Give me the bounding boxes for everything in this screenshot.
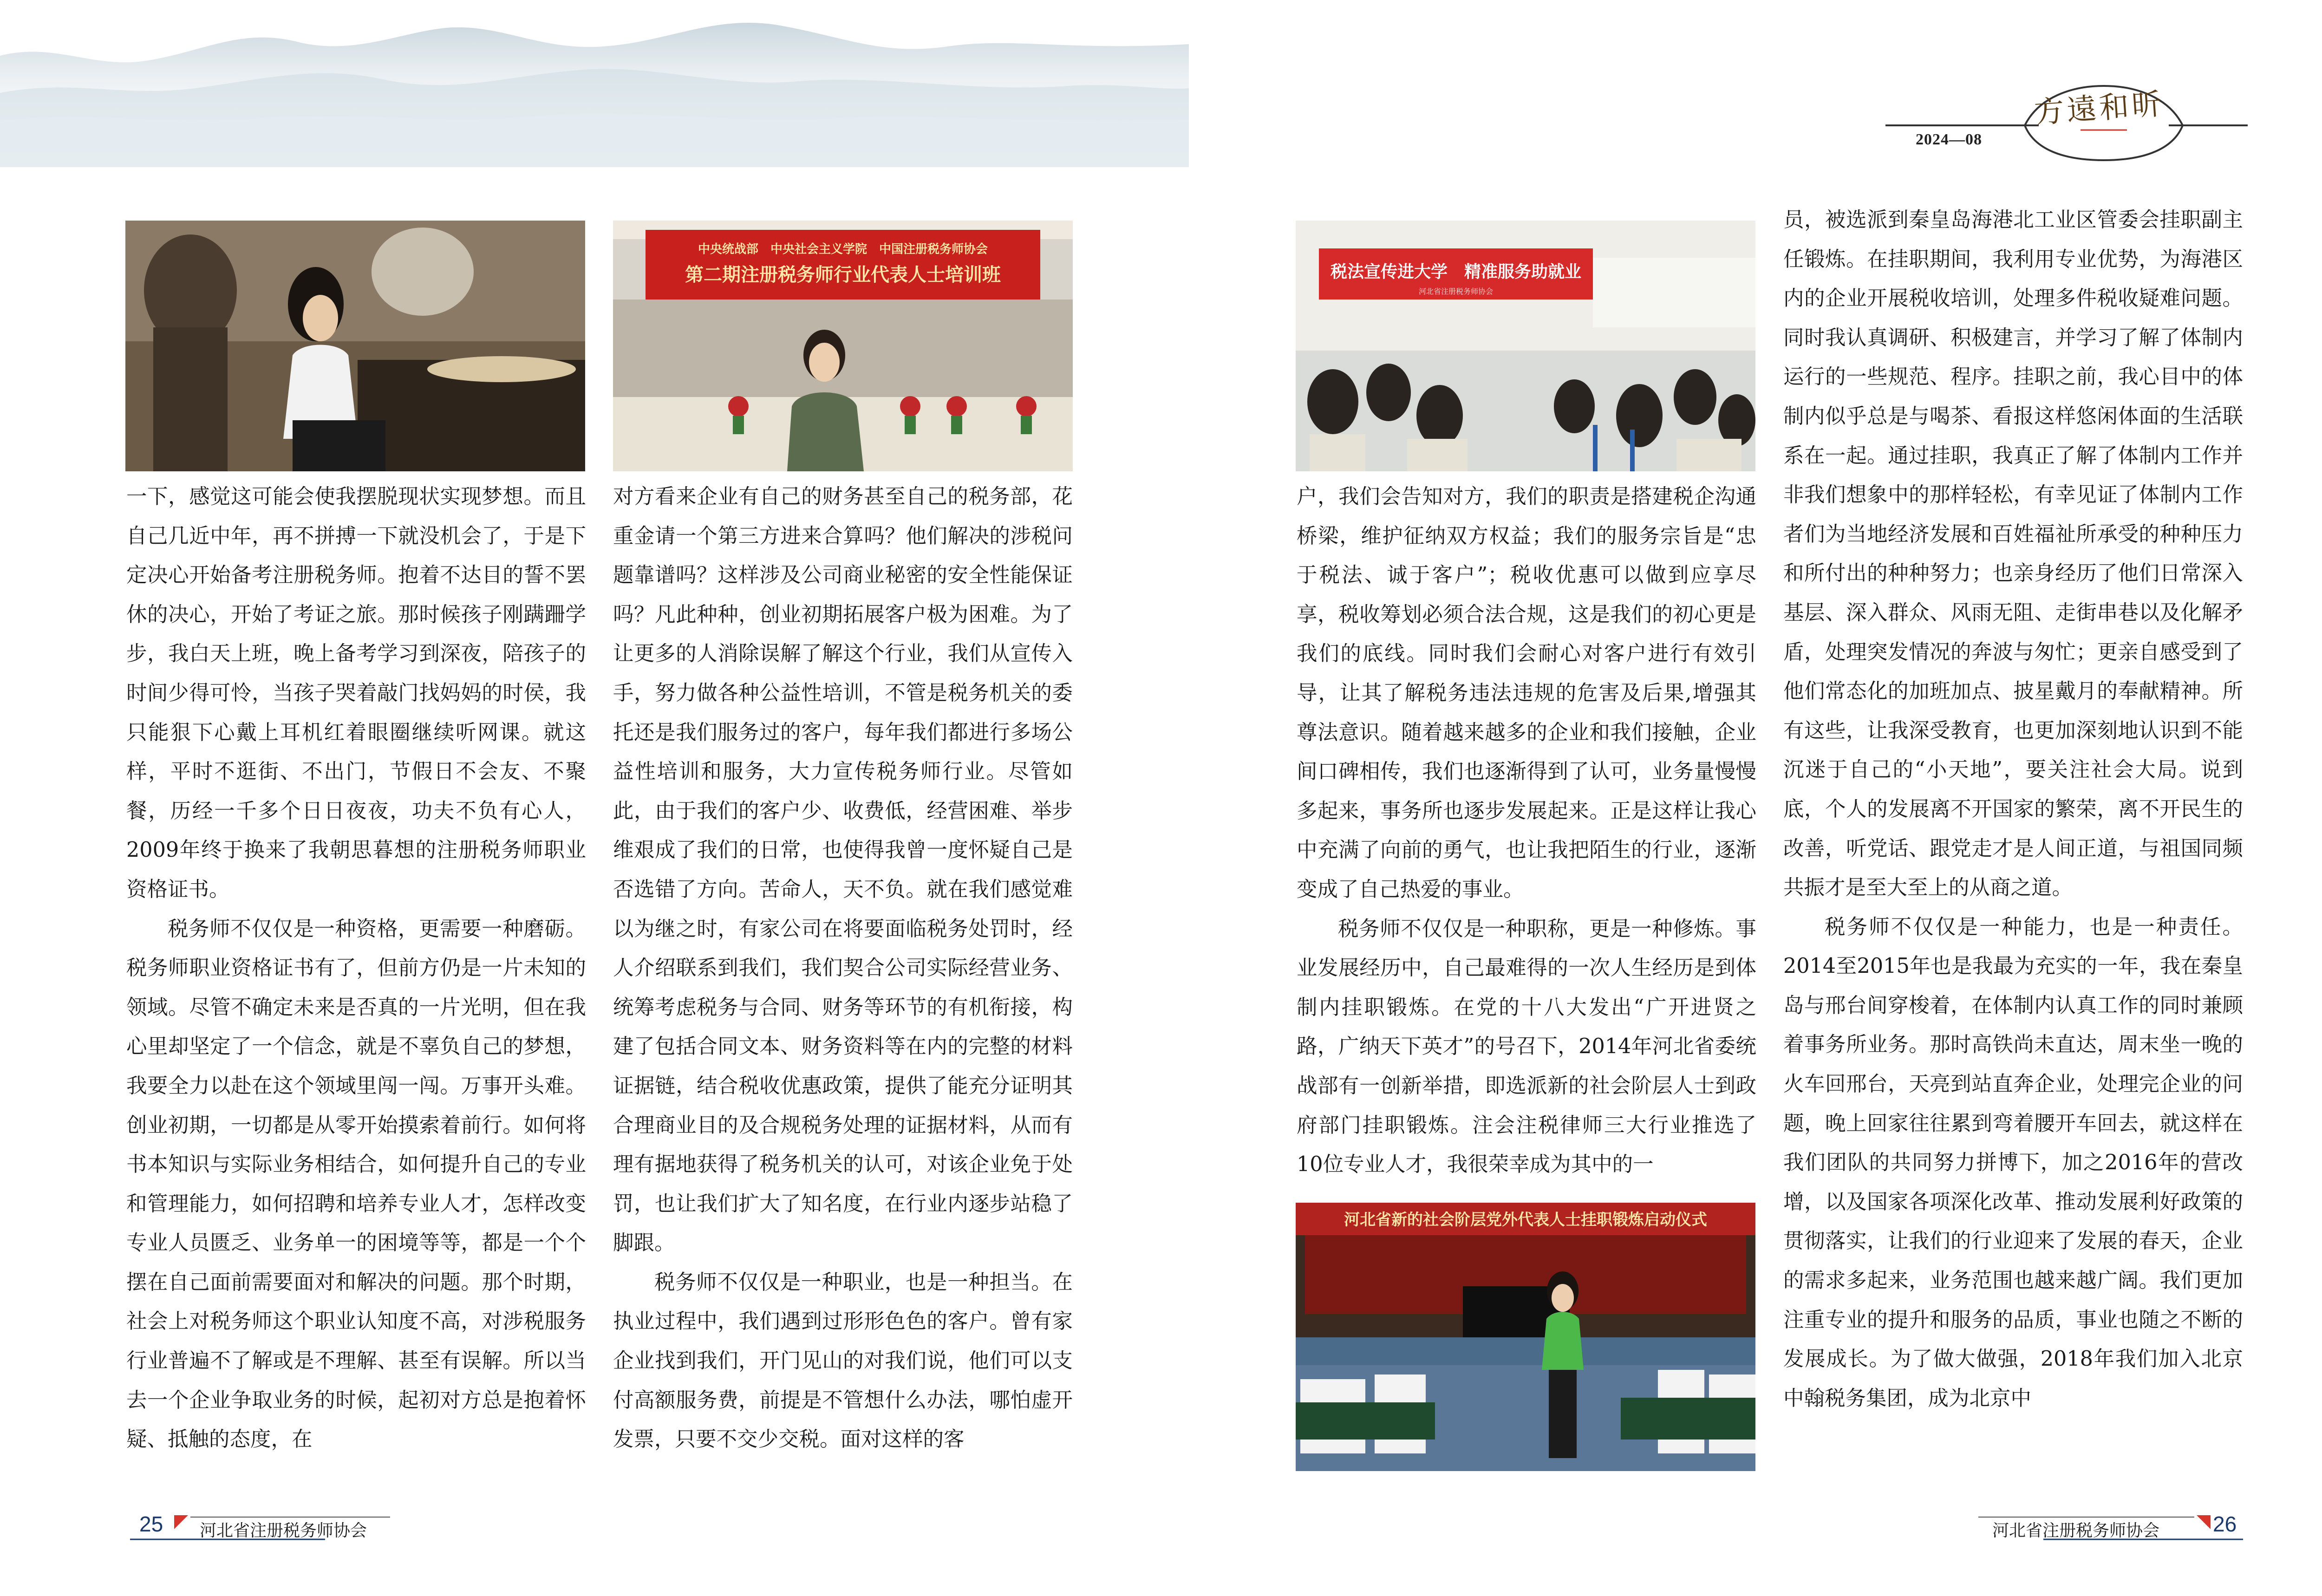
paragraph: 税务师不仅仅是一种职业，也是一种担当。在执业过程中，我们遇到过形形色色的客户。曾有家企业找到我们，开门见山的对我们说，他们可以支付高额服务费，前提是不管想什么办法，哪怕虚开发票，只要不交少交税。面对这样的客 xyxy=(613,1270,1073,1452)
banner-text-ceremony: 河北省新的社会阶层党外代表人士挂职锻炼启动仪式 xyxy=(1344,1211,1707,1229)
paragraph: 员，被选派到秦皇岛海港北工业区管委会挂职副主任锻炼。在挂职期间，我利用专业优势，为海港区内的企业开展税收培训，处理多件税收疑难问题。同时我认真调研、积极建言，并学习了解了体制内运行的一些规范、程序。挂职之前，我心目中的体制内似乎总是与喝茶、看报这样悠闲体面的生活联系在一起。通过挂职，我真正了解了体制内工作并非我们想象中的那样轻松，有幸见证了体制内工作者们为当地经济发展和百姓福祉所承受的种种压力和所付出的种种努力；也亲身经历了他们日常深入基层、深入群众、风雨无阻、走街串巷以及化解矛盾，处理突发情况的奔波与匆忙；更亲自感受到了他们常态化的加班加点、披星戴月的奉献精神。所有这些，让我深受教育，也更加深刻地认识到不能沉迷于自己的“小天地”，要关注社会大局。说到底，个人的发展离不开国家的繁荣，离不开民生的改善，听党话、跟党走才是人间正道，与祖国同频共振才是至大至上的从商之道。 xyxy=(1783,208,2243,900)
masthead-title: 方遠和昕 xyxy=(2033,87,2165,130)
paragraph: 税务师不仅仅是一种职称，更是一种修炼。事业发展经历中，自己最难得的一次人生经历是到体制内挂职锻炼。在党的十八大发出“广开进贤之路，广纳天下英才”的号召下，2014年河北省委统战部有一创新举措，即选派新的社会阶层人士到政府部门挂职锻炼。注会注税律师三大行业推选了10位专业人才，我很荣幸成为其中的一 xyxy=(1297,917,1756,1177)
photo-training-class xyxy=(613,221,1073,471)
paragraph: 户，我们会告知对方，我们的职责是搭建税企沟通桥梁，维护征纳双方权益；我们的服务宗旨是“忠于税法、诚于客户”；税收优惠可以做到应享尽享，税收筹划必须合法合规，这是我们的初心更是我们的底线。同时我们会耐心对客户进行有效引导，让其了解税务违法违规的危害及后果,增强其尊法意识。随着越来越多的企业和我们接触，企业间口碑相传，我们也逐渐得到了认可，业务量慢慢多起来，事务所也逐步发展起来。正是这样让我心中充满了向前的勇气，也让我把陌生的行业，逐渐变成了自己热爱的事业。 xyxy=(1297,485,1756,901)
text-column-3 xyxy=(1297,477,1756,1185)
footer-org-left: 河北省注册税务师协会 xyxy=(200,1521,367,1540)
banner-text-sub: 河北省注册税务师协会 xyxy=(1418,287,1494,296)
photo-tax-publicity xyxy=(1296,221,1755,471)
text-column-1 xyxy=(126,477,586,1459)
paragraph: 一下，感觉这可能会使我摆脱现状实现梦想。而且自己几近中年，再不拼搏一下就没机会了，于是下定决心开始备考注册税务师。抱着不达目的誓不罢休的决心，开始了考证之旅。那时候孩子刚蹒跚学步，我白天上班，晚上备考学习到深夜，陪孩子的时间少得可怜，当孩子哭着敲门找妈妈的时侯，我只能狠下心戴上耳机红着眼圈继续听网课。就这样，平时不逛街、不出门，节假日不会友、不聚餐，历经一千多个日日夜夜，功夫不负有心人，2009年终于换来了我朝思暮想的注册税务师职业资格证书。 xyxy=(126,485,586,901)
paragraph: 税务师不仅仅是一种资格，更需要一种磨砺。税务师职业资格证书有了，但前方仍是一片未知的领域。尽管不确定未来是否真的一片光明，但在我心里却坚定了一个信念，就是不辜负自己的梦想，我要全力以赴在这个领域里闯一闯。万事开头难。创业初期，一切都是从零开始摸索着前行。如何将书本知识与实际业务相结合，如何提升自己的专业和管理能力，如何招聘和培养专业人才，怎样改变专业人员匮乏、业务单一的困境等等，都是一个个摆在自己面前需要面对和解决的问题。那个时期，社会上对税务师这个职业认知度不高，对涉税服务行业普遍不了解或是不理解、甚至有误解。所以当去一个企业争取业务的时候，起初对方总是抱着怀疑、抵触的态度，在 xyxy=(126,917,586,1452)
photo-launch-ceremony xyxy=(1296,1203,1755,1471)
text-column-4 xyxy=(1783,201,2243,1418)
mountain-header-art xyxy=(0,0,1189,167)
paragraph: 税务师不仅仅是一种能力，也是一种责任。2014至2015年也是我最为充实的一年，我在秦皇岛与邢台间穿梭着，在体制内认真工作的同时兼顾着事务所业务。那时高铁尚未直达，周末坐一晚的火车回邢台，天亮到站直奔企业，处理完企业的问题，晚上回家往往累到弯着腰开车回去，就这样在我们团队的共同努力拼博下，加之2016年的营改增，以及国家各项深化改革、推动发展利好政策的贯彻落实，让我们的行业迎来了发展的春天，企业的需求多起来，业务范围也越来越广阔。我们更加注重专业的提升和服务的品质，事业也随之不断的发展成长。为了做大做强，2018年我们加入北京中翰税务集团，成为北京中 xyxy=(1783,915,2243,1410)
photo-author-portrait xyxy=(125,221,585,471)
banner-text-main: 税法宣传进大学 精准服务助就业 xyxy=(1330,262,1582,281)
issue-number: 2024—08 xyxy=(1916,131,1982,148)
page-number-right: 26 xyxy=(2213,1512,2237,1536)
banner-text-line2: 第二期注册税务师行业代表人士培训班 xyxy=(685,264,1001,286)
paragraph: 对方看来企业有自己的财务甚至自己的税务部，花重金请一个第三方进来合算吗？他们解决的涉税问题靠谱吗？这样涉及公司商业秘密的安全性能保证吗？凡此种种，创业初期拓展客户极为困难。为了让更多的人消除误解了解这个行业，我们从宣传入手，努力做各种公益性培训，不管是税务机关的委托还是我们服务过的客户，每年我们都进行多场公益性培训和服务，大力宣传税务师行业。尽管如此，由于我们的客户少、收费低，经营困难、举步维艰成了我们的日常，也使得我曾一度怀疑自己是否选错了方向。苦命人，天不负。就在我们感觉难以为继之时，有家公司在将要面临税务处罚时，经人介绍联系到我们，我们契合公司实际经营业务、统筹考虑税务与合同、财务等环节的有机衔接，构建了包括合同文本、财务资料等在内的完整的材料证据链，结合税收优惠政策，提供了能充分证明其合理商业目的及合规税务处理的证据材料，从而有理有据地获得了税务机关的认可，对该企业免于处罚，也让我们扩大了知名度，在行业内逐步站稳了脚跟。 xyxy=(613,485,1073,1255)
page-number-left: 25 xyxy=(139,1512,163,1536)
text-column-2 xyxy=(613,477,1073,1459)
banner-text-line1: 中央统战部 中央社会主义学院 中国注册税务师协会 xyxy=(698,242,988,256)
footer-org-right: 河北省注册税务师协会 xyxy=(1992,1521,2160,1540)
